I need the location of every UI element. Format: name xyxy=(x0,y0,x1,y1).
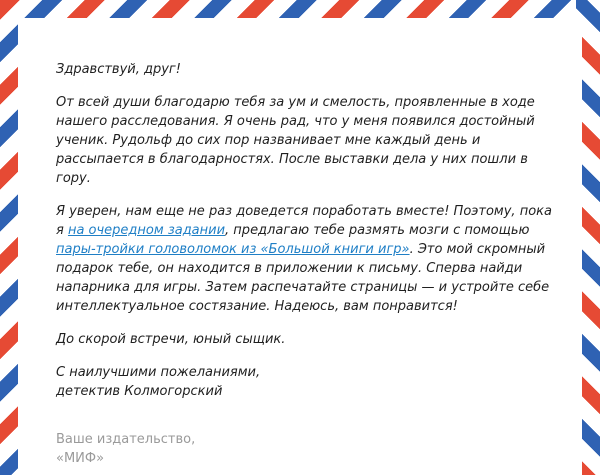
letter-paragraph-1: От всей души благодарю тебя за ум и смелость, проявленные в ходе нашего расследования. Я очень рад, что у меня появился достойный ученик. Рудольф до сих пор названивает мне каждый день и рассыпается в благодарностях. После выставки дела у них пошли в гору. xyxy=(56,95,535,186)
letter-closing: С наилучшими пожеланиями, xyxy=(56,365,261,380)
letter-greeting: Здравствуй, друг! xyxy=(56,62,181,77)
publisher-signature xyxy=(56,430,195,468)
paragraph-2-text-3: . Это мой скромный подарок тебе, он находится в приложении к письму. Сперва найди напарника для игры. Затем распечатайте страницы — и устройте себе интеллектуальное состязание. Надеюсь, вам понравится! xyxy=(56,242,550,314)
letter-body xyxy=(56,60,556,401)
publisher-line-1: Ваше издательство, xyxy=(56,432,196,447)
next-task-link[interactable]: на очередном задании xyxy=(67,223,226,238)
letter-paragraph-2 xyxy=(56,202,556,316)
paragraph-2-text-2: , предлагаю тебе размять мозги с помощью xyxy=(225,223,530,238)
letter-farewell: До скорой встречи, юный сыщик. xyxy=(56,332,286,347)
paragraph-2-text-1: Я уверен, нам еще не раз доведется поработать вместе! Поэтому, пока я xyxy=(56,204,552,238)
puzzles-book-link[interactable]: пары-тройки головоломок из «Большой книги игр» xyxy=(56,242,410,257)
publisher-line-2: «МИФ» xyxy=(56,451,105,466)
letter-signature: детектив Колмогорский xyxy=(56,384,223,399)
